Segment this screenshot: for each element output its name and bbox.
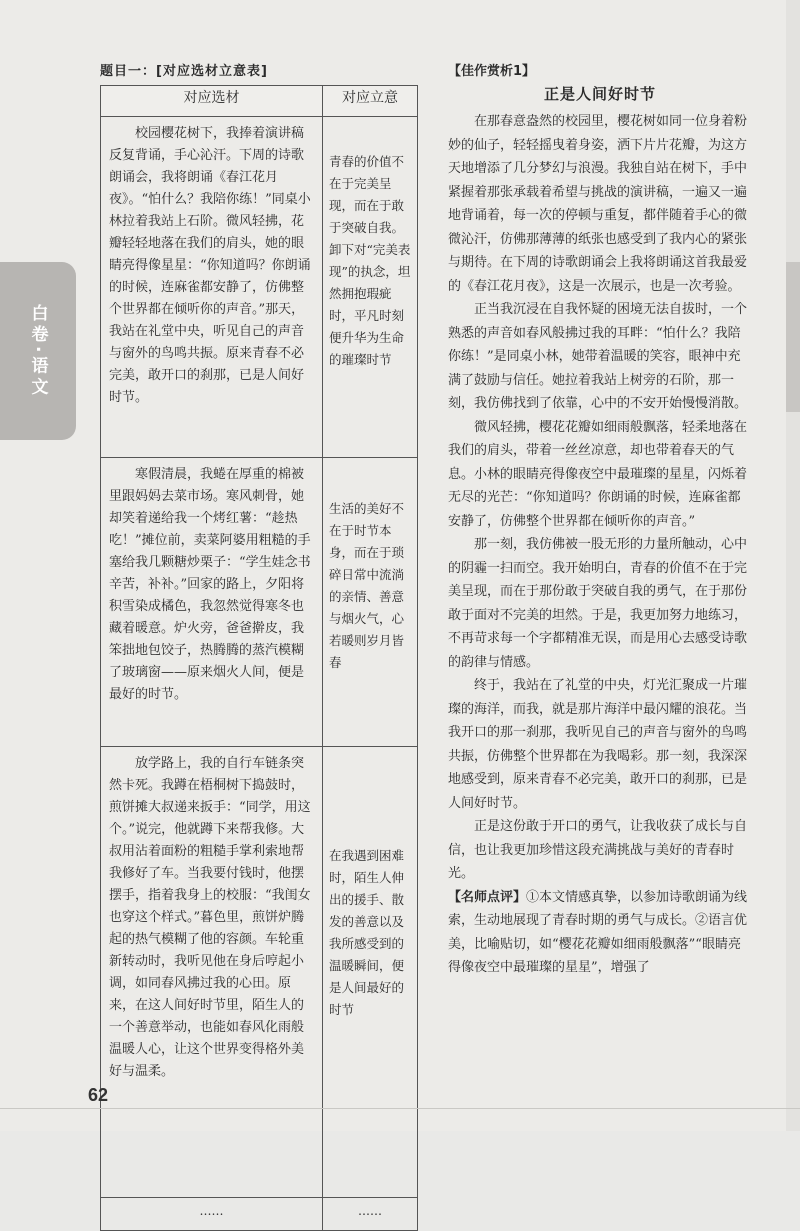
ellipsis-cell: …… [323, 1198, 418, 1231]
page-edge [786, 0, 800, 1131]
material-cell: 寒假清晨，我蜷在厚重的棉被里跟妈妈去菜市场。寒风刺骨，她却笑着递给我一个烤红薯：“趁热吃！”摊位前，卖菜阿婆用粗糙的手塞给我几颗糖炒栗子：“学生娃念书辛苦，补补。”回家的路上，夕阳将积雪染成橘色，我忽然觉得寒冬也藏着暖意。炉火旁，爸爸擀皮，我笨拙地包饺子，热腾腾的蒸汽模糊了玻璃窗——原来烟火人间，便是最好的时节。 [101, 458, 323, 747]
table-heading: 题目一：[对应选材立意表] [100, 64, 268, 79]
teacher-comment [448, 886, 752, 980]
material-cell: 放学路上，我的自行车链条突然卡死。我蹲在梧桐树下捣鼓时，煎饼摊大叔递来扳手：“同学，用这个。”说完，他就蹲下来帮我修。大叔用沾着面粉的粗糙手掌利索地帮我修好了车。当我要付钱时，他摆摆手，指着我身上的校服：“我闺女也穿这个样式。”暮色里，煎饼炉腾起的热气模糊了他的容颜。车轮重新转动时，我听见他在身后哼起小调，如同春风拂过我的心田。原来，在这人间好时节里，陌生人的一个善意举动，也能如春风化雨般温暖人心，让这个世界变得格外美好与温柔。 [101, 747, 323, 1198]
right-column [448, 60, 752, 980]
column-header-material: 对应选材 [101, 86, 323, 117]
page-number: 62 [88, 1085, 109, 1105]
section-tab [0, 262, 76, 440]
idea-cell: 生活的美好不在于时节本身，而在于琐碎日常中流淌的亲情、善意与烟火气，心若暖则岁月皆春 [323, 458, 418, 747]
table-row [101, 747, 418, 1198]
table-row [101, 117, 418, 458]
column-header-idea: 对应立意 [323, 86, 418, 117]
essay-paragraph: 在那春意盎然的校园里，樱花树如同一位身着粉妙的仙子，轻轻摇曳着身姿，洒下片片花瓣，为这方天地增添了几分梦幻与浪漫。我独自站在树下，手中紧握着那张承载着希望与挑战的演讲稿，一遍又一遍地背诵着，每一次的停顿与重复，都伴随着手心的微微沁汗，仿佛那薄薄的纸张也感受到了我内心的紧张与期待。在下周的诗歌朗诵会上我将朗诵这首我最爱的《春江花月夜》，这是一次展示，也是一次考验。 [448, 114, 748, 294]
ellipsis-cell: …… [101, 1198, 323, 1231]
comment-text: ①本文情感真挚，以参加诗歌朗诵为线索，生动地展现了青春时期的勇气与成长。②语言优美，比喻贴切，如“樱花花瓣如细雨般飘落”“眼睛亮得像夜空中最璀璨的星星”，增强了 [448, 889, 748, 975]
essay-title: 正是人间好时节 [543, 85, 656, 103]
idea-cell: 青春的价值不在于完美呈现，而在于敢于突破自我。卸下对“完美表现”的执念，坦然拥抱瑕疵时，平凡时刻便升华为生命的璀璨时节 [323, 117, 418, 458]
table-row [101, 458, 418, 747]
essay-paragraph: 正是这份敢于开口的勇气，让我收获了成长与自信，也让我更加珍惜这段充满挑战与美好的青春时光。 [448, 819, 748, 881]
left-column [100, 60, 418, 1231]
essay-paragraph: 终于，我站在了礼堂的中央，灯光汇聚成一片璀璨的海洋，而我，就是那片海洋中最闪耀的浪花。当我开口的那一刹那，我听见自己的声音与窗外的鸟鸣共振，仿佛整个世界都在为我喝彩。那一刻，我深深地感受到，原来青春不必完美，敢开口的刹那，已是人间好时节。 [448, 678, 748, 811]
essay-paragraph: 那一刻，我仿佛被一股无形的力量所触动，心中的阴霾一扫而空。我开始明白，青春的价值不在于完美呈现，而在于那份敢于突破自我的勇气，在于那份敢于面对不完美的坦然。于是，我更加努力地练习，不再苛求每一个字都精准无误，而是用心去感受诗歌的韵律与情感。 [448, 537, 748, 670]
idea-cell: 在我遇到困难时，陌生人伸出的援手、散发的善意以及我所感受到的温暖瞬间，便是人间最好的时节 [323, 747, 418, 1198]
essay-paragraph: 微风轻拂，樱花花瓣如细雨般飘落，轻柔地落在我们的肩头，带着一丝丝凉意，却也带着春天的气息。小林的眼睛亮得像夜空中最璀璨的星星，闪烁着无尽的光芒：“你知道吗？你朗诵的时候，连麻雀都安静了，仿佛整个世界都在倾听你的声音。” [448, 419, 748, 529]
material-cell: 校园樱花树下，我捧着演讲稿反复背诵，手心沁汗。下周的诗歌朗诵会，我将朗诵《春江花月夜》。“怕什么？我陪你练！”同桌小林拉着我站上石阶。微风轻拂，花瓣轻轻地落在我们的肩头，她的眼睛亮得像星星：“你知道吗？你朗诵的时候，连麻雀都安静了，仿佛整个世界都在倾听你的声音。”那天，我站在礼堂中央，听见自己的声音与窗外的鸟鸣共振。原来青春不必完美，敢开口的刹那，已是人间好时节。 [101, 117, 323, 458]
table-row [101, 1198, 418, 1231]
comment-label: 【名师点评】 [448, 889, 527, 905]
essay-paragraph: 正当我沉浸在自我怀疑的困境无法自拔时，一个熟悉的声音如春风般拂过我的耳畔：“怕什么？我陪你练！”是同桌小林，她带着温暖的笑容，眼神中充满了鼓励与信任。她拉着我站上树旁的石阶，那一刻，我仿佛找到了依靠，心中的不安开始慢慢消散。 [448, 302, 748, 411]
material-idea-table [100, 85, 418, 1231]
page-edge-tab [786, 262, 800, 412]
footer-rule [0, 1108, 800, 1109]
essay-tag: 【佳作赏析1】 [448, 64, 536, 79]
section-tab-label: 白卷·语文 [27, 303, 48, 399]
